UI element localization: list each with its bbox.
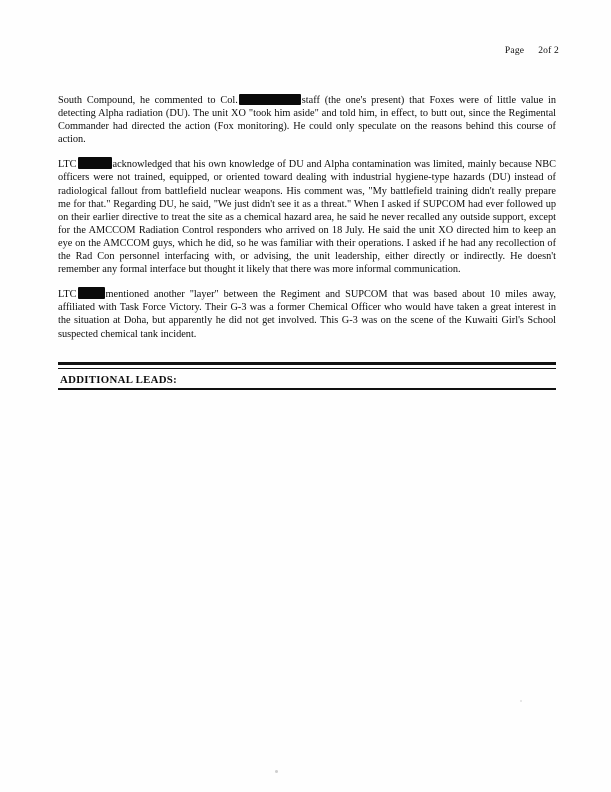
page-label: Page <box>504 46 525 56</box>
paragraph-1-text: staff (the one's present) that Foxes were of little value in detecting Alpha radiation (DU). The unit XO "took him aside" and told him, in effect, to butt out, since the Regimental Commander had directed the action (Fox monitoring). He could only speculate on the reasons behind this course of action. <box>58 95 557 146</box>
document-body <box>58 94 556 352</box>
paragraph-1 <box>58 94 556 146</box>
redaction-block-name-2 <box>78 157 112 169</box>
paragraph-2-lead: LTC <box>58 159 77 171</box>
paragraph-3-lead: LTC <box>58 289 77 301</box>
scan-speck <box>275 770 278 773</box>
paragraph-2-text: acknowledged that his own knowledge of DU and Alpha contamination was limited, mainly because NBC officers were not trained, equipped, or oriented toward dealing with industrial hygiene-type hazards (DU) instead of radiological fallout from battlefield nuclear weapons. His comment was, "My battlefield training didn't really prepare me for that." Regarding DU, he said, "We just didn't see it as a threat." When I asked if SUPCOM had ever followed up on their earlier directive to treat the site as a chemical hazard area, he said he never recalled any outside support, except for the AMCCOM Radiation Control responders who arrived on 18 July. He said the unit XO directed him to keep an eye on the AMCCOM guys, which he did, so he was familiar with their operations. I asked if he had any recollection of the Rad Con personnel interfacing with, or advising, the unit leadership, either directly or indirectly. He doesn't remember any formal interface but thought it likely that there was more informal communication. <box>58 159 556 276</box>
paragraph-1-lead: South Compound, he commented to Col. <box>58 95 238 106</box>
page-number: 2of 2 <box>538 46 559 56</box>
redaction-block-name-1 <box>239 94 301 105</box>
divider-rule-thin <box>58 368 556 370</box>
section-divider <box>58 362 556 369</box>
additional-leads-heading: ADDITIONAL LEADS: <box>60 374 177 386</box>
additional-leads-underline <box>58 388 556 390</box>
paragraph-2 <box>58 157 556 276</box>
page-header <box>505 46 559 56</box>
redaction-block-name-3 <box>78 287 105 299</box>
scan-speck <box>520 700 522 702</box>
paragraph-3-text: mentioned another "layer" between the Regiment and SUPCOM that was based about 10 miles away, affiliated with Task Force Victory. Their G-3 was a former Chemical Officer who would have taken a great interest in the situation at Doha, but apparently he did not get involved. This G-3 was on the scene of the Kuwaiti Girl's School suspected chemical tank incident. <box>58 289 556 340</box>
paragraph-3 <box>58 287 556 340</box>
